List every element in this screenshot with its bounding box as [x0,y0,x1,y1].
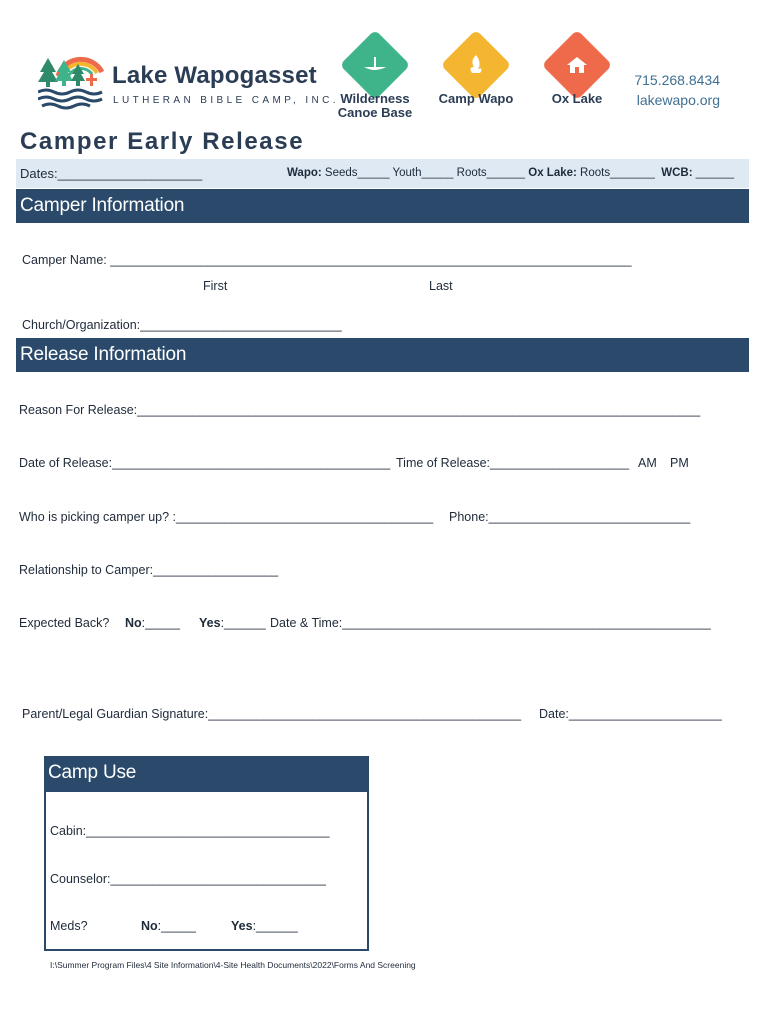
release-time-field[interactable]: Time of Release:____________________ [396,456,630,470]
meds-yes[interactable]: Yes:______ [231,919,298,933]
wapo-label: Wapo: [287,167,322,179]
release-info-heading: Release Information [20,344,187,365]
badge-label-wilderness: Wilderness Canoe Base [337,91,413,120]
meds-label: Meds? [50,919,88,933]
phone-number: 715.268.8434 [634,72,720,88]
wcb-options[interactable]: ______ [692,167,735,179]
last-name-caption: Last [429,279,453,293]
brand-subtitle: LUTHERAN BIBLE CAMP, INC. [113,95,339,106]
guardian-signature-field[interactable]: Parent/Legal Guardian Signature:_____________________________________________ [22,707,522,721]
pickup-phone-field[interactable]: Phone:_____________________________ [449,510,691,524]
wapo-options[interactable]: Seeds_____ Youth_____ Roots______ [321,167,526,179]
cabin-field[interactable]: Cabin:___________________________________ [50,824,330,838]
camp-logo-icon [38,46,108,110]
camp-use-box [44,790,369,951]
form-title: Camper Early Release [20,128,305,155]
brand-name: Lake Wapogasset [112,62,317,89]
counselor-field[interactable]: Counselor:_______________________________ [50,872,326,886]
return-date-time-field[interactable]: Date & Time:_____________________________________________________ [270,616,711,630]
wcb-label: WCB: [661,167,693,179]
dates-field[interactable]: Dates:____________________ [20,166,203,181]
website-link[interactable]: lakewapo.org [636,92,720,108]
reason-field[interactable]: Reason For Release:_________________________________________________________________________________ [19,403,701,417]
ox-lake-options[interactable]: Roots_______ [576,167,655,179]
expected-back-yes[interactable]: Yes:______ [199,616,266,630]
pickup-person-field[interactable]: Who is picking camper up? :_____________________________________ [19,510,434,524]
first-name-caption: First [203,279,228,293]
pm-option[interactable]: PM [670,456,689,470]
ox-lake-label: Ox Lake: [528,167,577,179]
release-date-field[interactable]: Date of Release:________________________________________ [19,456,391,470]
badge-label-camp-wapo: Camp Wapo [438,91,514,106]
camp-use-heading: Camp Use [48,762,137,783]
relationship-field[interactable]: Relationship to Camper:__________________ [19,563,279,577]
expected-back-label: Expected Back? [19,616,110,630]
file-path-footer: I:\Summer Program Files\4 Site Information\4-Site Health Documents\2022\Forms And Screening [50,960,416,970]
camper-name-field[interactable]: Camper Name: ___________________________________________________________________________ [22,253,632,267]
expected-back-no[interactable]: No:_____ [125,616,180,630]
church-field[interactable]: Church/Organization:_____________________________ [22,318,342,332]
signature-date-field[interactable]: Date:______________________ [539,707,722,721]
am-option[interactable]: AM [638,456,657,470]
camper-info-heading: Camper Information [20,195,185,216]
camper-info-bar [16,189,749,223]
camp-use-bar [44,756,369,790]
program-selection [287,167,734,179]
meds-no[interactable]: No:_____ [141,919,196,933]
release-info-bar [16,338,749,372]
badge-label-ox-lake: Ox Lake [551,91,603,106]
